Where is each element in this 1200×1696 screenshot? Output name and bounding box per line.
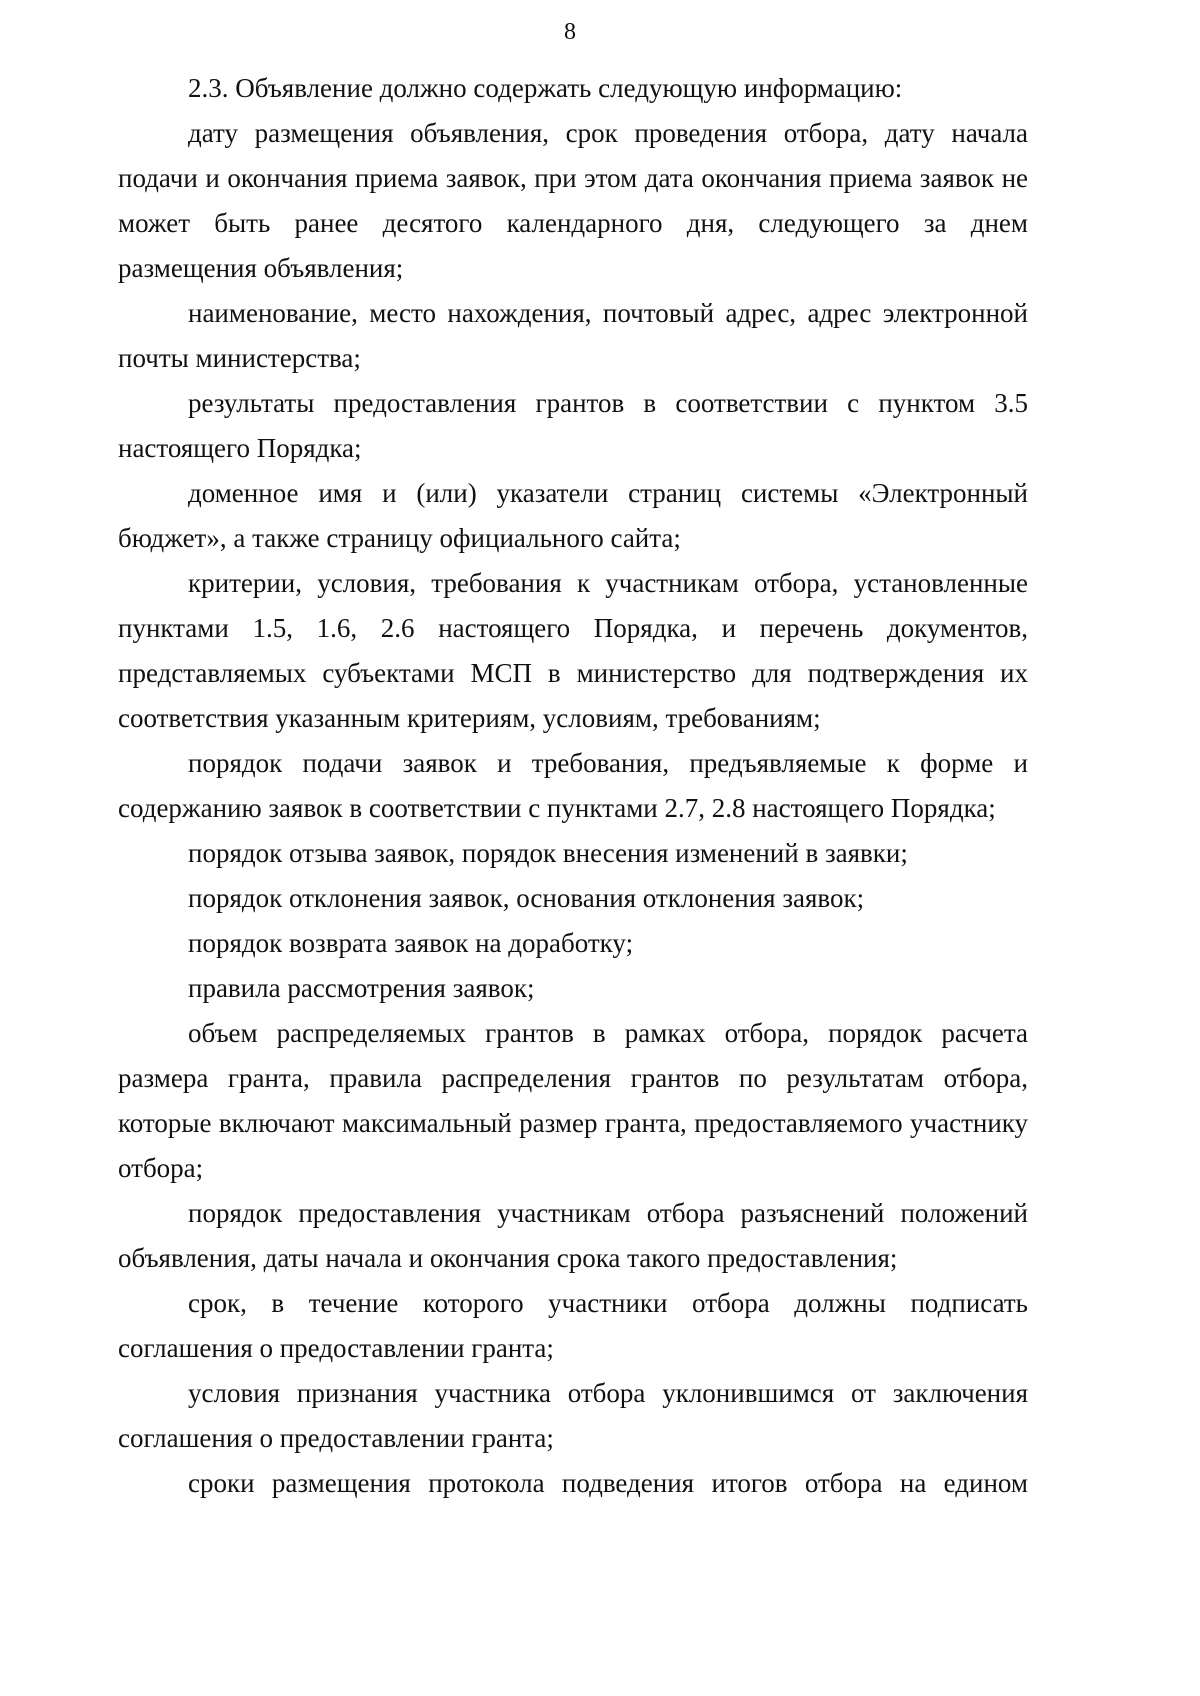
list-item-clarifications: порядок предоставления участникам отбора разъяснений положений объявления, даты начала и окончания срока такого предоставления; [118,1198,1028,1273]
document-body [118,66,1028,1506]
list-item-ministry-contacts: наименование, место нахождения, почтовый адрес, адрес электронной почты министерства; [118,298,1028,373]
list-item-application-procedure: порядок подачи заявок и требования, предъявляемые к форме и содержанию заявок в соответствии с пунктами 2.7, 2.8 настоящего Порядка; [118,748,1028,823]
list-item-results: результаты предоставления грантов в соответствии с пунктом 3.5 настоящего Порядка; [118,388,1028,463]
list-item-protocol-deadlines: сроки размещения протокола подведения итогов отбора на едином [188,1468,1028,1498]
page-number: 8 [564,19,576,45]
section-2-3-heading: 2.3. Объявление должно содержать следующую информацию: [188,73,903,103]
list-item-review-rules: правила рассмотрения заявок; [188,973,535,1003]
list-item-signing-deadline: срок, в течение которого участники отбора должны подписать соглашения о предоставлении гранта; [118,1288,1028,1363]
list-item-withdrawal: порядок отзыва заявок, порядок внесения изменений в заявки; [188,838,908,868]
list-item-grant-volume: объем распределяемых грантов в рамках отбора, порядок расчета размера гранта, правила распределения грантов по результатам отбора, которые включают максимальный размер гранта, предоставляемого участнику отбора; [118,1018,1028,1183]
list-item-evasion-conditions: условия признания участника отбора уклонившимся от заключения соглашения о предоставлении гранта; [118,1378,1028,1453]
list-item-return: порядок возврата заявок на доработку; [188,928,634,958]
list-item-criteria: критерии, условия, требования к участникам отбора, установленные пунктами 1.5, 1.6, 2.6 настоящего Порядка, и перечень документов, представляемых субъектами МСП в министерство для подтверждения их соответствия указанным критериям, условиям, требованиям; [118,568,1028,733]
list-item-rejection: порядок отклонения заявок, основания отклонения заявок; [188,883,865,913]
list-item-dates: дату размещения объявления, срок проведения отбора, дату начала подачи и окончания приема заявок, при этом дата окончания приема заявок не может быть ранее десятого календарного дня, следующего за днем размещения объявления; [118,118,1028,283]
list-item-domain-name: доменное имя и (или) указатели страниц системы «Электронный бюджет», а также страницу официального сайта; [118,478,1028,553]
